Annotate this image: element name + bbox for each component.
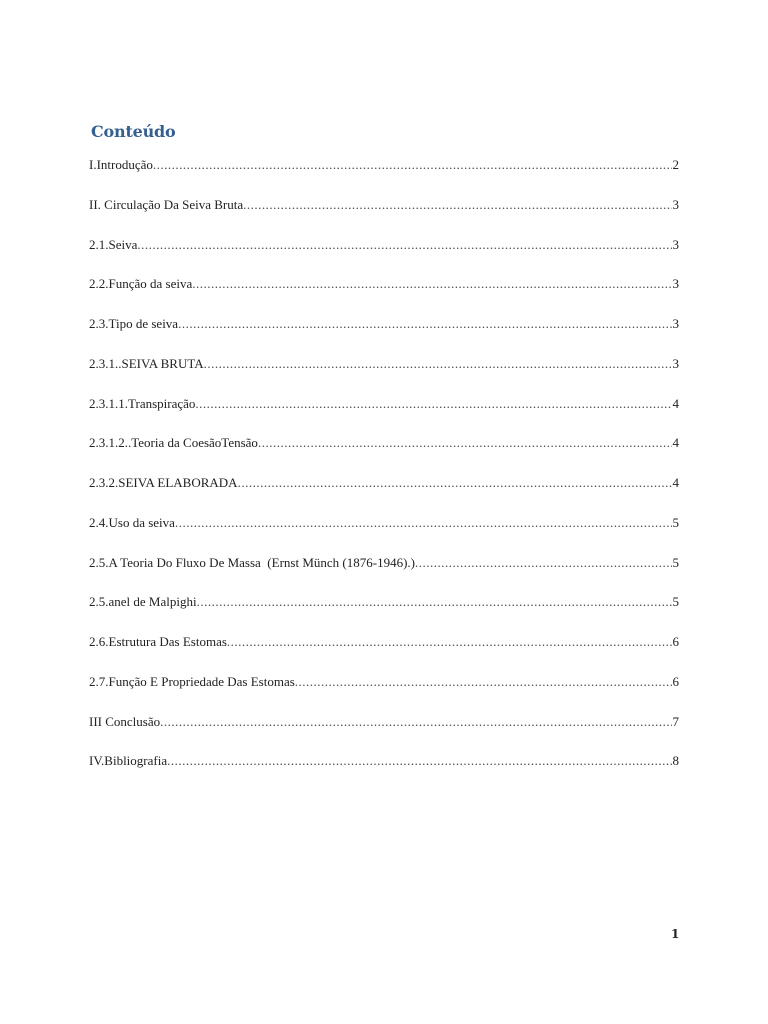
toc-entry-page: 4 xyxy=(672,435,679,451)
toc-entry-label: II. Circulação Da Seiva Bruta xyxy=(89,196,244,212)
toc-entry[interactable] xyxy=(89,592,679,632)
toc-list xyxy=(89,155,679,791)
toc-entry-page: 4 xyxy=(672,395,679,411)
toc-entry-page: 3 xyxy=(672,196,679,212)
toc-dot-leader xyxy=(197,592,672,612)
toc-entry-label: I.Introdução xyxy=(89,157,153,172)
toc-entry-label: 2.5.anel de Malpighi xyxy=(89,594,197,610)
toc-entry[interactable] xyxy=(89,672,679,712)
toc-entry-label: 2.7.Função E Propriedade Das Estomas xyxy=(89,673,295,689)
toc-entry-label: 2.1.Seiva xyxy=(89,236,138,252)
toc-entry[interactable] xyxy=(89,274,679,314)
toc-entry-label: 2.6.Estrutura Das Estomas xyxy=(89,634,227,649)
toc-dot-leader xyxy=(295,672,672,692)
toc-entry-page: 6 xyxy=(672,673,679,689)
toc-entry-page: 7 xyxy=(672,713,679,729)
toc-dot-leader xyxy=(137,235,671,255)
toc-dot-leader xyxy=(415,553,672,573)
toc-entry[interactable] xyxy=(89,354,679,394)
toc-dot-leader xyxy=(160,712,671,732)
toc-entry-page: 2 xyxy=(672,157,679,172)
toc-entry-label: 2.4.Uso da seiva xyxy=(89,514,175,530)
toc-entry-label: IV.Bibliografia xyxy=(89,753,168,769)
toc-entry[interactable] xyxy=(89,712,679,752)
toc-entry[interactable] xyxy=(89,632,679,672)
toc-dot-leader xyxy=(167,751,671,771)
toc-entry[interactable] xyxy=(89,195,679,235)
toc-dot-leader xyxy=(178,314,671,334)
toc-entry[interactable] xyxy=(89,473,679,513)
toc-dot-leader xyxy=(227,632,672,652)
toc-dot-leader xyxy=(195,394,671,414)
toc-entry-page: 5 xyxy=(672,554,679,570)
toc-entry[interactable] xyxy=(89,394,679,434)
toc-entry[interactable] xyxy=(89,235,679,275)
toc-entry-page: 3 xyxy=(672,276,679,292)
toc-entry-page: 5 xyxy=(672,594,679,610)
toc-dot-leader xyxy=(192,274,671,294)
toc-entry[interactable] xyxy=(89,751,679,791)
toc-entry[interactable] xyxy=(89,155,679,195)
toc-entry[interactable] xyxy=(89,314,679,354)
toc-entry-label: 2.3.1.2..Teoria da CoesãoTensão xyxy=(89,435,258,451)
toc-entry-label: 2.3.1..SEIVA BRUTA xyxy=(89,355,204,371)
toc-title: Conteúdo xyxy=(91,122,176,141)
toc-dot-leader xyxy=(204,354,672,374)
toc-entry[interactable] xyxy=(89,553,679,593)
toc-entry-page: 3 xyxy=(672,316,679,331)
toc-entry-label: III Conclusão xyxy=(89,713,161,729)
toc-entry-label: 2.2.Função da seiva xyxy=(89,276,193,292)
toc-entry-page: 8 xyxy=(672,753,679,769)
toc-entry-label: 2.3.Tipo de seiva xyxy=(89,316,179,331)
toc-entry[interactable] xyxy=(89,433,679,473)
toc-dot-leader xyxy=(258,433,672,453)
toc-dot-leader xyxy=(153,155,672,175)
toc-entry-page: 5 xyxy=(672,514,679,530)
toc-dot-leader xyxy=(175,513,672,533)
toc-entry[interactable] xyxy=(89,513,679,553)
toc-entry-page: 4 xyxy=(672,475,679,490)
toc-entry-page: 3 xyxy=(672,355,679,371)
toc-entry-page: 6 xyxy=(672,634,679,649)
toc-dot-leader xyxy=(238,473,672,493)
toc-dot-leader xyxy=(243,195,671,215)
toc-entry-label: 2.5.A Teoria Do Fluxo De Massa (Ernst Münch (1876-1946).) xyxy=(89,554,415,570)
page-number: 1 xyxy=(671,927,680,941)
toc-entry-page: 3 xyxy=(672,236,679,252)
toc-entry-label: 2.3.2.SEIVA ELABORADA xyxy=(89,475,238,490)
toc-entry-label: 2.3.1.1.Transpiração xyxy=(89,395,196,411)
